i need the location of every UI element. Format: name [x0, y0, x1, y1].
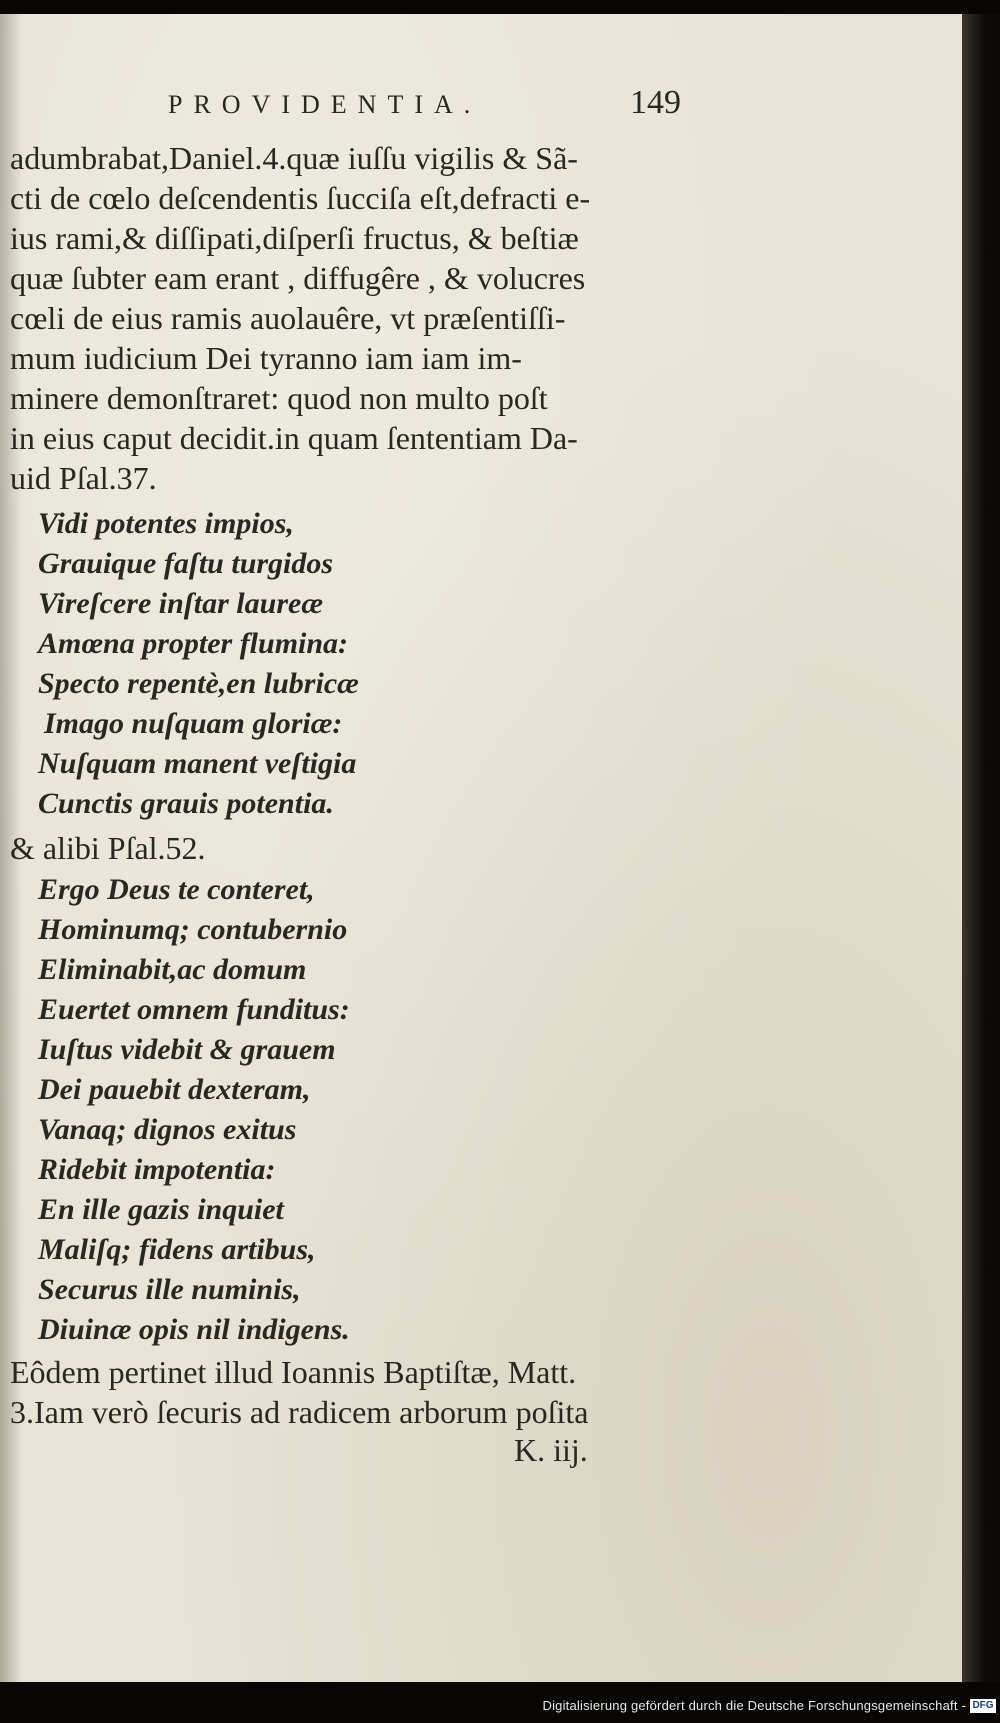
verse-line: Grauique faſtu turgidos	[38, 547, 334, 580]
verse-line: Securus ille numinis,	[38, 1273, 301, 1306]
page-header	[168, 86, 688, 126]
footer-bar	[0, 1696, 1000, 1723]
prose-line: 3.Iam verò ſecuris ad radicem arborum poſita	[10, 1394, 589, 1430]
transition-line: & alibi Pſal.52.	[10, 830, 206, 866]
verse-line: Cunctis grauis potentia.	[38, 787, 334, 820]
prose-line: in eius caput decidit.in quam ſententiam Da-	[10, 420, 578, 456]
verse-line: Specto repentè,en lubricæ	[38, 667, 359, 700]
funding-credit: Digitalisierung gefördert durch die Deutsche Forschungsgemeinschaft -	[542, 1698, 966, 1713]
verse-line: Vanaq; dignos exitus	[38, 1113, 297, 1146]
prose-line: cti de cœlo deſcendentis ſucciſa eſt,defracti e-	[10, 180, 591, 216]
verse-line: Nuſquam manent veſtigia	[38, 747, 357, 780]
verse-line: Maliſq; fidens artibus,	[38, 1233, 316, 1266]
verse-line: Iuſtus videbit & grauem	[38, 1033, 336, 1066]
verse-line: Ridebit impotentia:	[38, 1153, 276, 1186]
verse-line: Eliminabit,ac domum	[38, 953, 307, 986]
prose-line: minere demonſtraret: quod non multo poſt	[10, 380, 548, 416]
prose-line: quæ ſubter eam erant , diffugêre , & volucres	[10, 260, 586, 296]
verse-line: Dei pauebit dexteram,	[38, 1073, 311, 1106]
verse-line: Imago nuſquam gloriæ:	[44, 707, 343, 740]
running-title: PROVIDENTIA.	[168, 90, 482, 119]
prose-line: adumbrabat,Daniel.4.quæ iuſſu vigilis & Sã-	[10, 140, 578, 176]
signature-mark: K. iij.	[514, 1432, 588, 1468]
verse-line: En ille gazis inquiet	[38, 1193, 284, 1226]
prose-line: mum iudicium Dei tyranno iam iam im-	[10, 340, 522, 376]
verse-line: Diuinæ opis nil indigens.	[38, 1313, 350, 1346]
verse-line: Euertet omnem funditus:	[38, 993, 350, 1026]
page-number: 149	[630, 84, 681, 121]
prose-line: cœli de eius ramis auolauêre, vt præſentiſſi-	[10, 300, 566, 336]
dfg-logo: DFG	[970, 1699, 996, 1713]
page-edge-shadow	[962, 14, 1000, 1682]
prose-line: uid Pſal.37.	[10, 460, 157, 496]
verse-line: Vidi potentes impios,	[38, 507, 294, 540]
verse-line: Hominumq; contubernio	[38, 913, 348, 946]
verse-line: Amœna propter flumina:	[38, 627, 349, 660]
verse-line: Vireſcere inſtar laureæ	[38, 587, 323, 620]
prose-line: Eôdem pertinet illud Ioannis Baptiſtæ, Matt.	[10, 1354, 577, 1390]
prose-line: ius rami,& diſſipati,diſperſi fructus, & beſtiæ	[10, 220, 579, 256]
verse-line: Ergo Deus te conteret,	[38, 873, 315, 906]
